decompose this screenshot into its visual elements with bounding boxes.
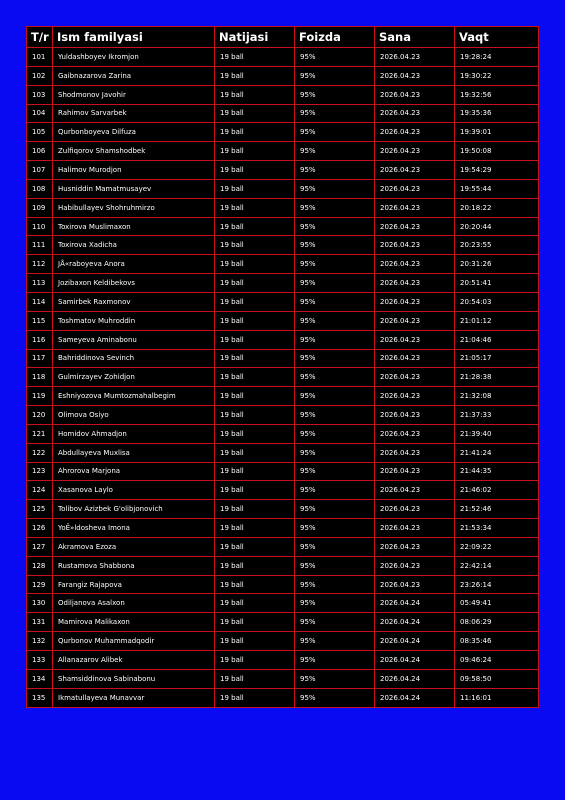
row-number-cell: 116 [27,330,53,349]
student-name-cell: Akramova Ezoza [53,537,215,556]
student-name-cell: Toxirova Muslimaxon [53,217,215,236]
date-cell: 2026.04.24 [375,669,455,688]
percent-cell: 95% [295,85,375,104]
table-row [27,142,539,161]
student-name-cell: Halimov Murodjon [53,161,215,180]
row-number-cell: 127 [27,537,53,556]
row-number-cell: 132 [27,632,53,651]
student-name-cell: Rahimov Sarvarbek [53,104,215,123]
row-number-cell: 105 [27,123,53,142]
result-cell: 19 ball [215,217,295,236]
result-cell: 19 ball [215,349,295,368]
percent-cell: 95% [295,142,375,161]
percent-cell: 95% [295,443,375,462]
result-cell: 19 ball [215,462,295,481]
percent-cell: 95% [295,632,375,651]
student-name-cell: Qurbonov Muhammadqodir [53,632,215,651]
date-cell: 2026.04.23 [375,368,455,387]
percent-cell: 95% [295,406,375,425]
table-row [27,688,539,707]
time-cell: 11:16:01 [455,688,539,707]
result-cell: 19 ball [215,387,295,406]
row-number-cell: 135 [27,688,53,707]
table-row [27,575,539,594]
table-row [27,48,539,67]
date-cell: 2026.04.24 [375,594,455,613]
student-name-cell: Olimova Osiyo [53,406,215,425]
table-row [27,443,539,462]
result-cell: 19 ball [215,179,295,198]
table-row [27,481,539,500]
date-cell: 2026.04.23 [375,236,455,255]
row-number-cell: 109 [27,198,53,217]
result-cell: 19 ball [215,104,295,123]
date-cell: 2026.04.23 [375,104,455,123]
row-number-cell: 125 [27,500,53,519]
result-cell: 19 ball [215,651,295,670]
student-name-cell: Toshmatov Muhroddin [53,311,215,330]
percent-cell: 95% [295,651,375,670]
student-name-cell: Homidov Ahmadjon [53,424,215,443]
student-name-cell: Abdullayeva Muxlisa [53,443,215,462]
row-number-cell: 124 [27,481,53,500]
time-cell: 21:28:38 [455,368,539,387]
row-number-cell: 104 [27,104,53,123]
time-cell: 23:26:14 [455,575,539,594]
student-name-cell: Shamsiddinova Sabinabonu [53,669,215,688]
time-cell: 21:05:17 [455,349,539,368]
date-cell: 2026.04.23 [375,519,455,538]
student-name-cell: Eshniyozova Mumtozmahalbegim [53,387,215,406]
row-number-cell: 106 [27,142,53,161]
row-number-cell: 121 [27,424,53,443]
table-row [27,236,539,255]
results-table [26,26,539,708]
row-number-cell: 113 [27,274,53,293]
table-row [27,198,539,217]
table-row [27,537,539,556]
table-row [27,613,539,632]
result-cell: 19 ball [215,575,295,594]
date-cell: 2026.04.23 [375,198,455,217]
date-cell: 2026.04.23 [375,424,455,443]
table-row [27,161,539,180]
header-time: Vaqt [455,27,539,48]
percent-cell: 95% [295,519,375,538]
student-name-cell: Zulfiqorov Shamshodbek [53,142,215,161]
student-name-cell: Habibullayev Shohruhmirzo [53,198,215,217]
time-cell: 09:46:24 [455,651,539,670]
time-cell: 19:30:22 [455,66,539,85]
result-cell: 19 ball [215,368,295,387]
date-cell: 2026.04.24 [375,613,455,632]
student-name-cell: Rustamova Shabbona [53,556,215,575]
percent-cell: 95% [295,104,375,123]
date-cell: 2026.04.23 [375,48,455,67]
result-cell: 19 ball [215,161,295,180]
percent-cell: 95% [295,462,375,481]
date-cell: 2026.04.23 [375,443,455,462]
result-cell: 19 ball [215,500,295,519]
date-cell: 2026.04.23 [375,575,455,594]
row-number-cell: 112 [27,255,53,274]
percent-cell: 95% [295,66,375,85]
time-cell: 20:51:41 [455,274,539,293]
student-name-cell: Gulmirzayev Zohidjon [53,368,215,387]
student-name-cell: Shodmonov Javohir [53,85,215,104]
results-sheet [26,26,538,707]
date-cell: 2026.04.24 [375,651,455,670]
row-number-cell: 120 [27,406,53,425]
result-cell: 19 ball [215,669,295,688]
date-cell: 2026.04.24 [375,632,455,651]
time-cell: 22:42:14 [455,556,539,575]
result-cell: 19 ball [215,537,295,556]
percent-cell: 95% [295,500,375,519]
percent-cell: 95% [295,349,375,368]
percent-cell: 95% [295,594,375,613]
table-row [27,179,539,198]
date-cell: 2026.04.23 [375,500,455,519]
percent-cell: 95% [295,123,375,142]
header-result: Natijasi [215,27,295,48]
date-cell: 2026.04.23 [375,481,455,500]
time-cell: 21:53:34 [455,519,539,538]
table-row [27,500,539,519]
percent-cell: 95% [295,688,375,707]
time-cell: 21:04:46 [455,330,539,349]
time-cell: 21:39:40 [455,424,539,443]
time-cell: 20:54:03 [455,292,539,311]
time-cell: 19:50:08 [455,142,539,161]
time-cell: 19:54:29 [455,161,539,180]
percent-cell: 95% [295,424,375,443]
time-cell: 21:01:12 [455,311,539,330]
row-number-cell: 119 [27,387,53,406]
student-name-cell: Gaibnazarova Zarina [53,66,215,85]
student-name-cell: Ahrorova Marjona [53,462,215,481]
date-cell: 2026.04.23 [375,255,455,274]
date-cell: 2026.04.23 [375,462,455,481]
table-row [27,387,539,406]
result-cell: 19 ball [215,424,295,443]
table-body [27,48,539,708]
percent-cell: 95% [295,179,375,198]
student-name-cell: Xasanova Laylo [53,481,215,500]
student-name-cell: Bahriddinova Sevinch [53,349,215,368]
percent-cell: 95% [295,311,375,330]
row-number-cell: 118 [27,368,53,387]
time-cell: 09:58:50 [455,669,539,688]
date-cell: 2026.04.23 [375,217,455,236]
percent-cell: 95% [295,274,375,293]
percent-cell: 95% [295,292,375,311]
date-cell: 2026.04.23 [375,85,455,104]
time-cell: 21:32:08 [455,387,539,406]
table-row [27,594,539,613]
result-cell: 19 ball [215,48,295,67]
student-name-cell: Ikmatullayeva Munavvar [53,688,215,707]
header-number: T/r [27,27,53,48]
time-cell: 21:41:24 [455,443,539,462]
time-cell: 19:28:24 [455,48,539,67]
row-number-cell: 108 [27,179,53,198]
date-cell: 2026.04.23 [375,123,455,142]
result-cell: 19 ball [215,443,295,462]
time-cell: 20:18:22 [455,198,539,217]
time-cell: 08:06:29 [455,613,539,632]
table-row [27,330,539,349]
date-cell: 2026.04.23 [375,349,455,368]
student-name-cell: Qurbonboyeva Dilfuza [53,123,215,142]
date-cell: 2026.04.23 [375,274,455,293]
time-cell: 19:35:36 [455,104,539,123]
date-cell: 2026.04.23 [375,66,455,85]
student-name-cell: Allanazarov Alibek [53,651,215,670]
date-cell: 2026.04.23 [375,537,455,556]
percent-cell: 95% [295,217,375,236]
result-cell: 19 ball [215,594,295,613]
row-number-cell: 129 [27,575,53,594]
row-number-cell: 115 [27,311,53,330]
student-name-cell: Sameyeva Aminabonu [53,330,215,349]
time-cell: 21:44:35 [455,462,539,481]
result-cell: 19 ball [215,519,295,538]
percent-cell: 95% [295,48,375,67]
row-number-cell: 126 [27,519,53,538]
row-number-cell: 114 [27,292,53,311]
student-name-cell: Samirbek Raxmonov [53,292,215,311]
header-name: Ism familyasi [53,27,215,48]
table-row [27,66,539,85]
time-cell: 19:55:44 [455,179,539,198]
student-name-cell: Yuldashboyev Ikromjon [53,48,215,67]
date-cell: 2026.04.23 [375,406,455,425]
percent-cell: 95% [295,575,375,594]
table-row [27,669,539,688]
table-row [27,292,539,311]
time-cell: 08:35:46 [455,632,539,651]
time-cell: 22:09:22 [455,537,539,556]
table-row [27,632,539,651]
row-number-cell: 103 [27,85,53,104]
date-cell: 2026.04.23 [375,292,455,311]
table-row [27,556,539,575]
percent-cell: 95% [295,481,375,500]
row-number-cell: 101 [27,48,53,67]
result-cell: 19 ball [215,406,295,425]
percent-cell: 95% [295,387,375,406]
student-name-cell: Husniddin Mamatmusayev [53,179,215,198]
result-cell: 19 ball [215,123,295,142]
result-cell: 19 ball [215,292,295,311]
table-row [27,368,539,387]
row-number-cell: 107 [27,161,53,180]
table-row [27,462,539,481]
date-cell: 2026.04.23 [375,142,455,161]
student-name-cell: Odiljanova Asalxon [53,594,215,613]
result-cell: 19 ball [215,236,295,255]
date-cell: 2026.04.23 [375,556,455,575]
date-cell: 2026.04.23 [375,387,455,406]
table-row [27,651,539,670]
table-row [27,311,539,330]
header-row [27,27,539,48]
percent-cell: 95% [295,669,375,688]
time-cell: 05:49:41 [455,594,539,613]
result-cell: 19 ball [215,481,295,500]
header-percent: Foizda [295,27,375,48]
row-number-cell: 123 [27,462,53,481]
row-number-cell: 128 [27,556,53,575]
row-number-cell: 134 [27,669,53,688]
date-cell: 2026.04.23 [375,179,455,198]
row-number-cell: 117 [27,349,53,368]
student-name-cell: YoÊ»ldosheva Imona [53,519,215,538]
result-cell: 19 ball [215,142,295,161]
result-cell: 19 ball [215,198,295,217]
result-cell: 19 ball [215,632,295,651]
row-number-cell: 133 [27,651,53,670]
percent-cell: 95% [295,236,375,255]
percent-cell: 95% [295,330,375,349]
percent-cell: 95% [295,537,375,556]
result-cell: 19 ball [215,66,295,85]
table-row [27,85,539,104]
row-number-cell: 130 [27,594,53,613]
table-row [27,217,539,236]
table-row [27,406,539,425]
result-cell: 19 ball [215,311,295,330]
result-cell: 19 ball [215,556,295,575]
table-row [27,519,539,538]
student-name-cell: Tolibov Azizbek G'olibjonovich [53,500,215,519]
student-name-cell: Jozibaxon Keldibekovs [53,274,215,293]
row-number-cell: 111 [27,236,53,255]
student-name-cell: Toxirova Xadicha [53,236,215,255]
date-cell: 2026.04.23 [375,311,455,330]
percent-cell: 95% [295,198,375,217]
result-cell: 19 ball [215,330,295,349]
result-cell: 19 ball [215,255,295,274]
time-cell: 19:32:56 [455,85,539,104]
row-number-cell: 102 [27,66,53,85]
percent-cell: 95% [295,161,375,180]
time-cell: 21:37:33 [455,406,539,425]
table-row [27,349,539,368]
percent-cell: 95% [295,255,375,274]
row-number-cell: 110 [27,217,53,236]
time-cell: 19:39:01 [455,123,539,142]
time-cell: 21:46:02 [455,481,539,500]
student-name-cell: JÅ«raboyeva Anora [53,255,215,274]
result-cell: 19 ball [215,613,295,632]
time-cell: 20:20:44 [455,217,539,236]
percent-cell: 95% [295,368,375,387]
date-cell: 2026.04.24 [375,688,455,707]
percent-cell: 95% [295,556,375,575]
time-cell: 20:23:55 [455,236,539,255]
result-cell: 19 ball [215,274,295,293]
date-cell: 2026.04.23 [375,161,455,180]
table-row [27,424,539,443]
row-number-cell: 122 [27,443,53,462]
time-cell: 21:52:46 [455,500,539,519]
table-row [27,255,539,274]
student-name-cell: Mamirova Malikaxon [53,613,215,632]
table-row [27,104,539,123]
header-date: Sana [375,27,455,48]
time-cell: 20:31:26 [455,255,539,274]
result-cell: 19 ball [215,688,295,707]
percent-cell: 95% [295,613,375,632]
table-row [27,274,539,293]
date-cell: 2026.04.23 [375,330,455,349]
student-name-cell: Farangiz Rajapova [53,575,215,594]
row-number-cell: 131 [27,613,53,632]
result-cell: 19 ball [215,85,295,104]
table-row [27,123,539,142]
